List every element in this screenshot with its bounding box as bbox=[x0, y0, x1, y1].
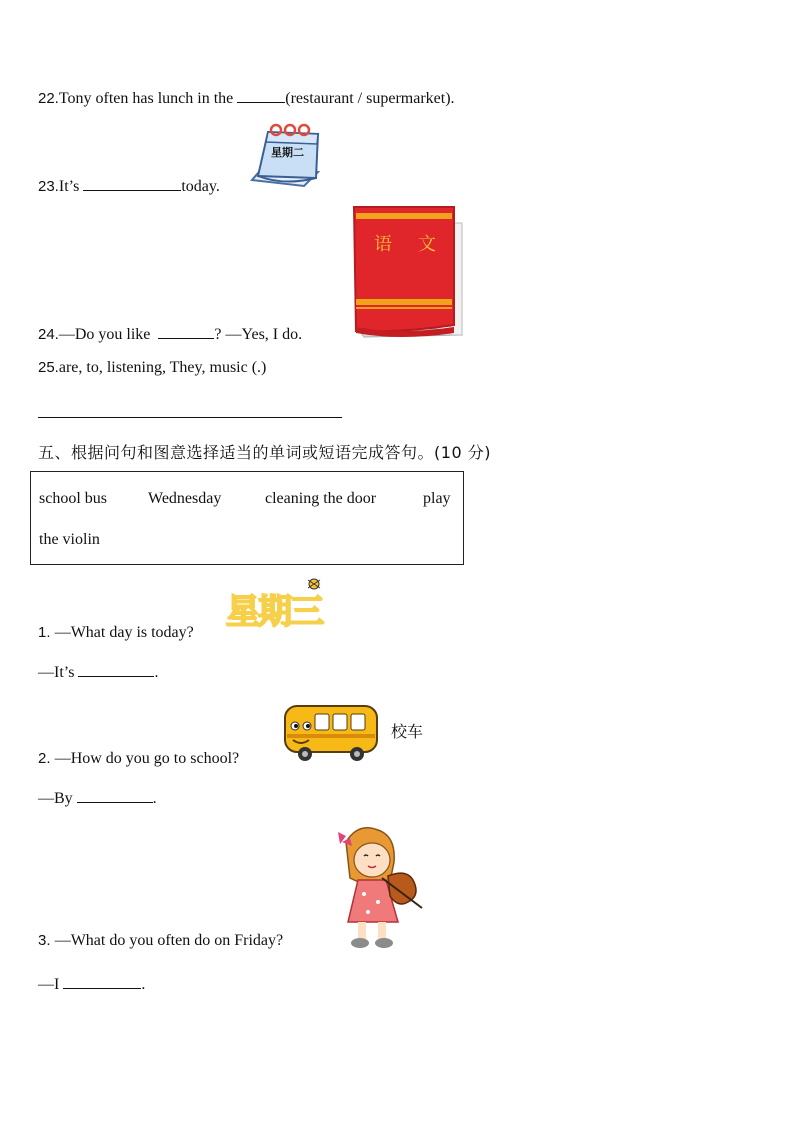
question-text: Tony often has lunch in the bbox=[58, 90, 238, 107]
score-open: ( bbox=[434, 443, 441, 462]
answer-blank[interactable] bbox=[63, 974, 141, 989]
word-bank-box bbox=[30, 471, 464, 565]
section-title: 五、根据问句和图意选择适当的单词或短语完成答句。 bbox=[38, 443, 435, 462]
book-title-char: 文 bbox=[418, 234, 436, 255]
answer-blank[interactable] bbox=[77, 788, 153, 803]
answer-end: . bbox=[154, 664, 159, 681]
word-option: cleaning the door bbox=[265, 490, 377, 507]
question-24 bbox=[38, 324, 302, 344]
question-number: 1. bbox=[38, 624, 55, 641]
school-bus-icon bbox=[281, 700, 381, 766]
question-25 bbox=[38, 359, 266, 377]
question-number: 2. bbox=[38, 750, 55, 767]
calendar-label: 星期二 bbox=[271, 146, 304, 159]
section5-answer-2 bbox=[38, 788, 157, 808]
question-number: 22. bbox=[38, 90, 59, 107]
book-title-char: 语 bbox=[374, 234, 392, 255]
answer-prefix: —By bbox=[38, 790, 77, 807]
bus-label: 校车 bbox=[391, 722, 424, 741]
calendar-icon bbox=[244, 120, 324, 192]
question-number: 24. bbox=[38, 326, 59, 343]
section5-answer-1 bbox=[38, 662, 158, 682]
question-text: are, to, listening, They, music (.) bbox=[58, 359, 267, 376]
answer-end: . bbox=[141, 976, 146, 993]
section5-question-2 bbox=[38, 750, 239, 768]
question-text: —Do you like bbox=[58, 326, 155, 343]
question-text: —What do you often do on Friday? bbox=[54, 932, 284, 949]
section5-question-3 bbox=[38, 932, 283, 950]
section5-question-1 bbox=[38, 624, 194, 642]
answer-end: . bbox=[152, 790, 157, 807]
section5-answer-3 bbox=[38, 974, 145, 994]
question-text: It’s bbox=[58, 178, 84, 195]
answer-line[interactable] bbox=[38, 417, 342, 418]
question-text: —What day is today? bbox=[54, 624, 194, 641]
question-22 bbox=[38, 88, 455, 108]
question-number: 25. bbox=[38, 359, 59, 376]
wednesday-badge-icon bbox=[224, 574, 338, 638]
girl-violin-icon bbox=[328, 822, 428, 950]
answer-prefix: —It’s bbox=[38, 664, 79, 681]
answer-prefix: —I bbox=[38, 976, 64, 993]
word-option: play bbox=[423, 490, 451, 507]
answer-blank[interactable] bbox=[158, 324, 214, 339]
word-option: Wednesday bbox=[148, 490, 222, 507]
answer-blank[interactable] bbox=[237, 88, 285, 103]
score-value: 10 bbox=[440, 443, 463, 462]
score-close: 分) bbox=[462, 443, 491, 462]
question-text-end: today. bbox=[181, 178, 220, 195]
answer-blank[interactable] bbox=[78, 662, 154, 677]
question-text-end: ? —Yes, I do. bbox=[214, 326, 303, 343]
answer-blank[interactable] bbox=[83, 176, 181, 191]
question-options: (restaurant / supermarket). bbox=[285, 90, 455, 107]
word-option: school bus bbox=[39, 490, 107, 507]
question-text: —How do you go to school? bbox=[54, 750, 240, 767]
question-23 bbox=[38, 176, 220, 196]
word-option: the violin bbox=[39, 531, 100, 548]
badge-text: 星期三 bbox=[226, 592, 322, 632]
section-heading bbox=[38, 440, 491, 463]
question-number: 23. bbox=[38, 178, 59, 195]
question-number: 3. bbox=[38, 932, 55, 949]
chinese-book-icon bbox=[350, 203, 466, 339]
